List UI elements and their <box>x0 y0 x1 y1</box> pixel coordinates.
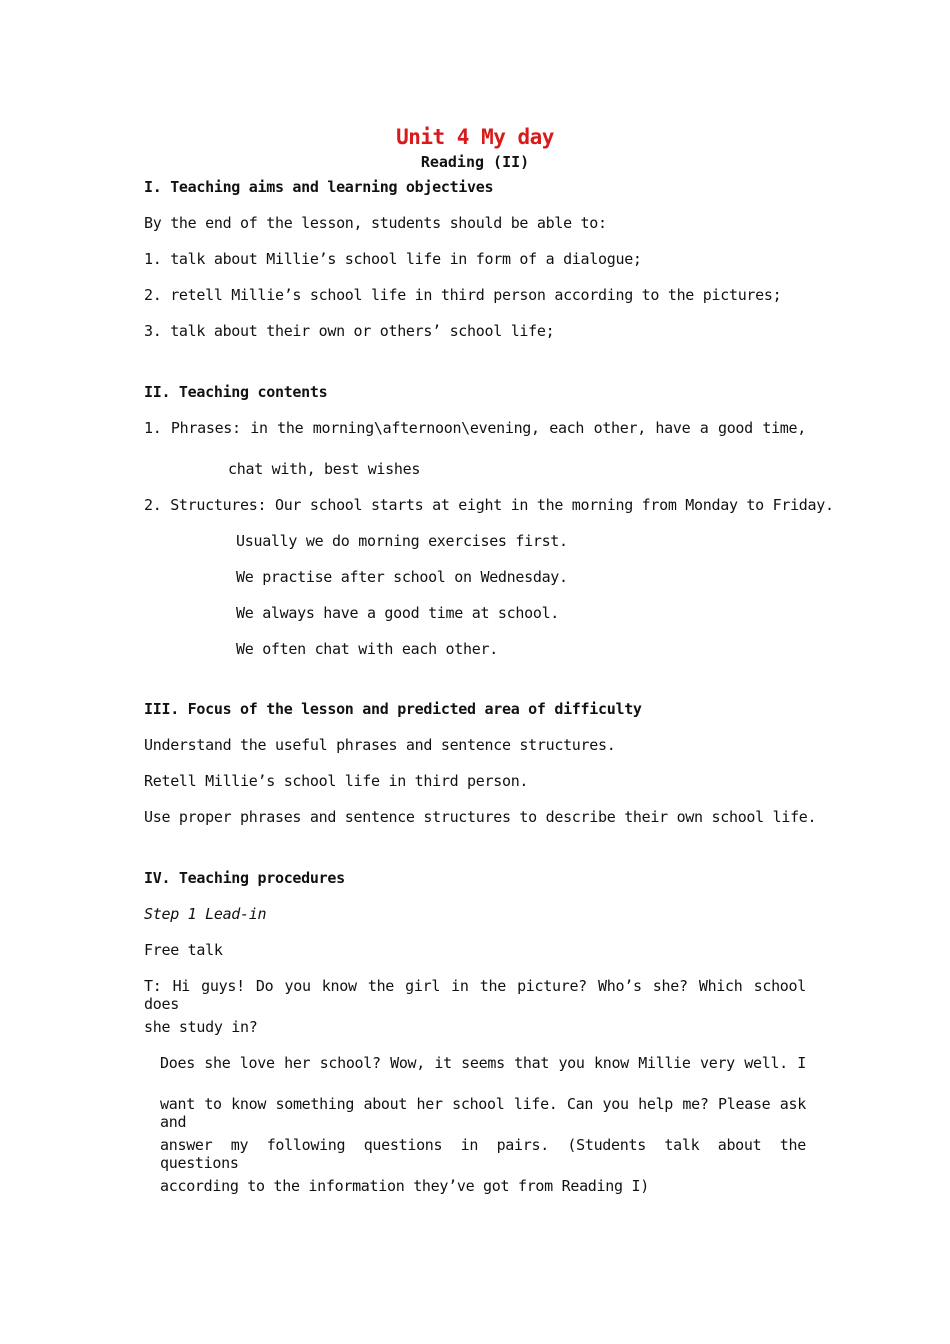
step-heading: Step 1 Lead-in <box>144 905 267 923</box>
section-heading-focus: III. Focus of the lesson and predicted area of difficulty <box>144 700 642 718</box>
structure-item: We often chat with each other. <box>236 640 498 658</box>
section-heading-aims: I. Teaching aims and learning objectives <box>144 178 494 196</box>
document-subtitle: Reading (II) <box>420 153 530 171</box>
paragraph-line: Does she love her school? Wow, it seems that you know Millie very well. I <box>160 1054 806 1072</box>
focus-line: Use proper phrases and sentence structures to describe their own school life. <box>144 808 817 826</box>
free-talk-label: Free talk <box>144 941 223 959</box>
paragraph-line: answer my following questions in pairs. (Students talk about the questions <box>160 1136 806 1172</box>
structure-item: We practise after school on Wednesday. <box>236 568 568 586</box>
aims-intro: By the end of the lesson, students should be able to: <box>144 214 607 232</box>
teacher-line-2: she study in? <box>144 1018 258 1036</box>
phrases-line-1: 1. Phrases: in the morning\afternoon\evening, each other, have a good time, <box>144 419 806 437</box>
document-title: Unit 4 My day <box>396 125 554 149</box>
teacher-line-1: T: Hi guys! Do you know the girl in the picture? Who’s she? Which school does <box>144 977 806 1013</box>
aim-item-1: 1. talk about Millie’s school life in form of a dialogue; <box>144 250 642 268</box>
focus-line: Retell Millie’s school life in third person. <box>144 772 529 790</box>
aim-item-3: 3. talk about their own or others’ school life; <box>144 322 555 340</box>
section-heading-procedures: IV. Teaching procedures <box>144 869 345 887</box>
structure-item: Usually we do morning exercises first. <box>236 532 568 550</box>
structure-item: We always have a good time at school. <box>236 604 560 622</box>
section-heading-contents: II. Teaching contents <box>144 383 328 401</box>
phrases-line-2: chat with, best wishes <box>228 460 421 478</box>
structures-line-1: 2. Structures: Our school starts at eight in the morning from Monday to Friday. <box>144 496 834 514</box>
focus-line: Understand the useful phrases and sentence structures. <box>144 736 616 754</box>
aim-item-2: 2. retell Millie’s school life in third person according to the pictures; <box>144 286 782 304</box>
paragraph-line: want to know something about her school life. Can you help me? Please ask and <box>160 1095 806 1131</box>
paragraph-line: according to the information they’ve got from Reading I) <box>160 1177 649 1195</box>
